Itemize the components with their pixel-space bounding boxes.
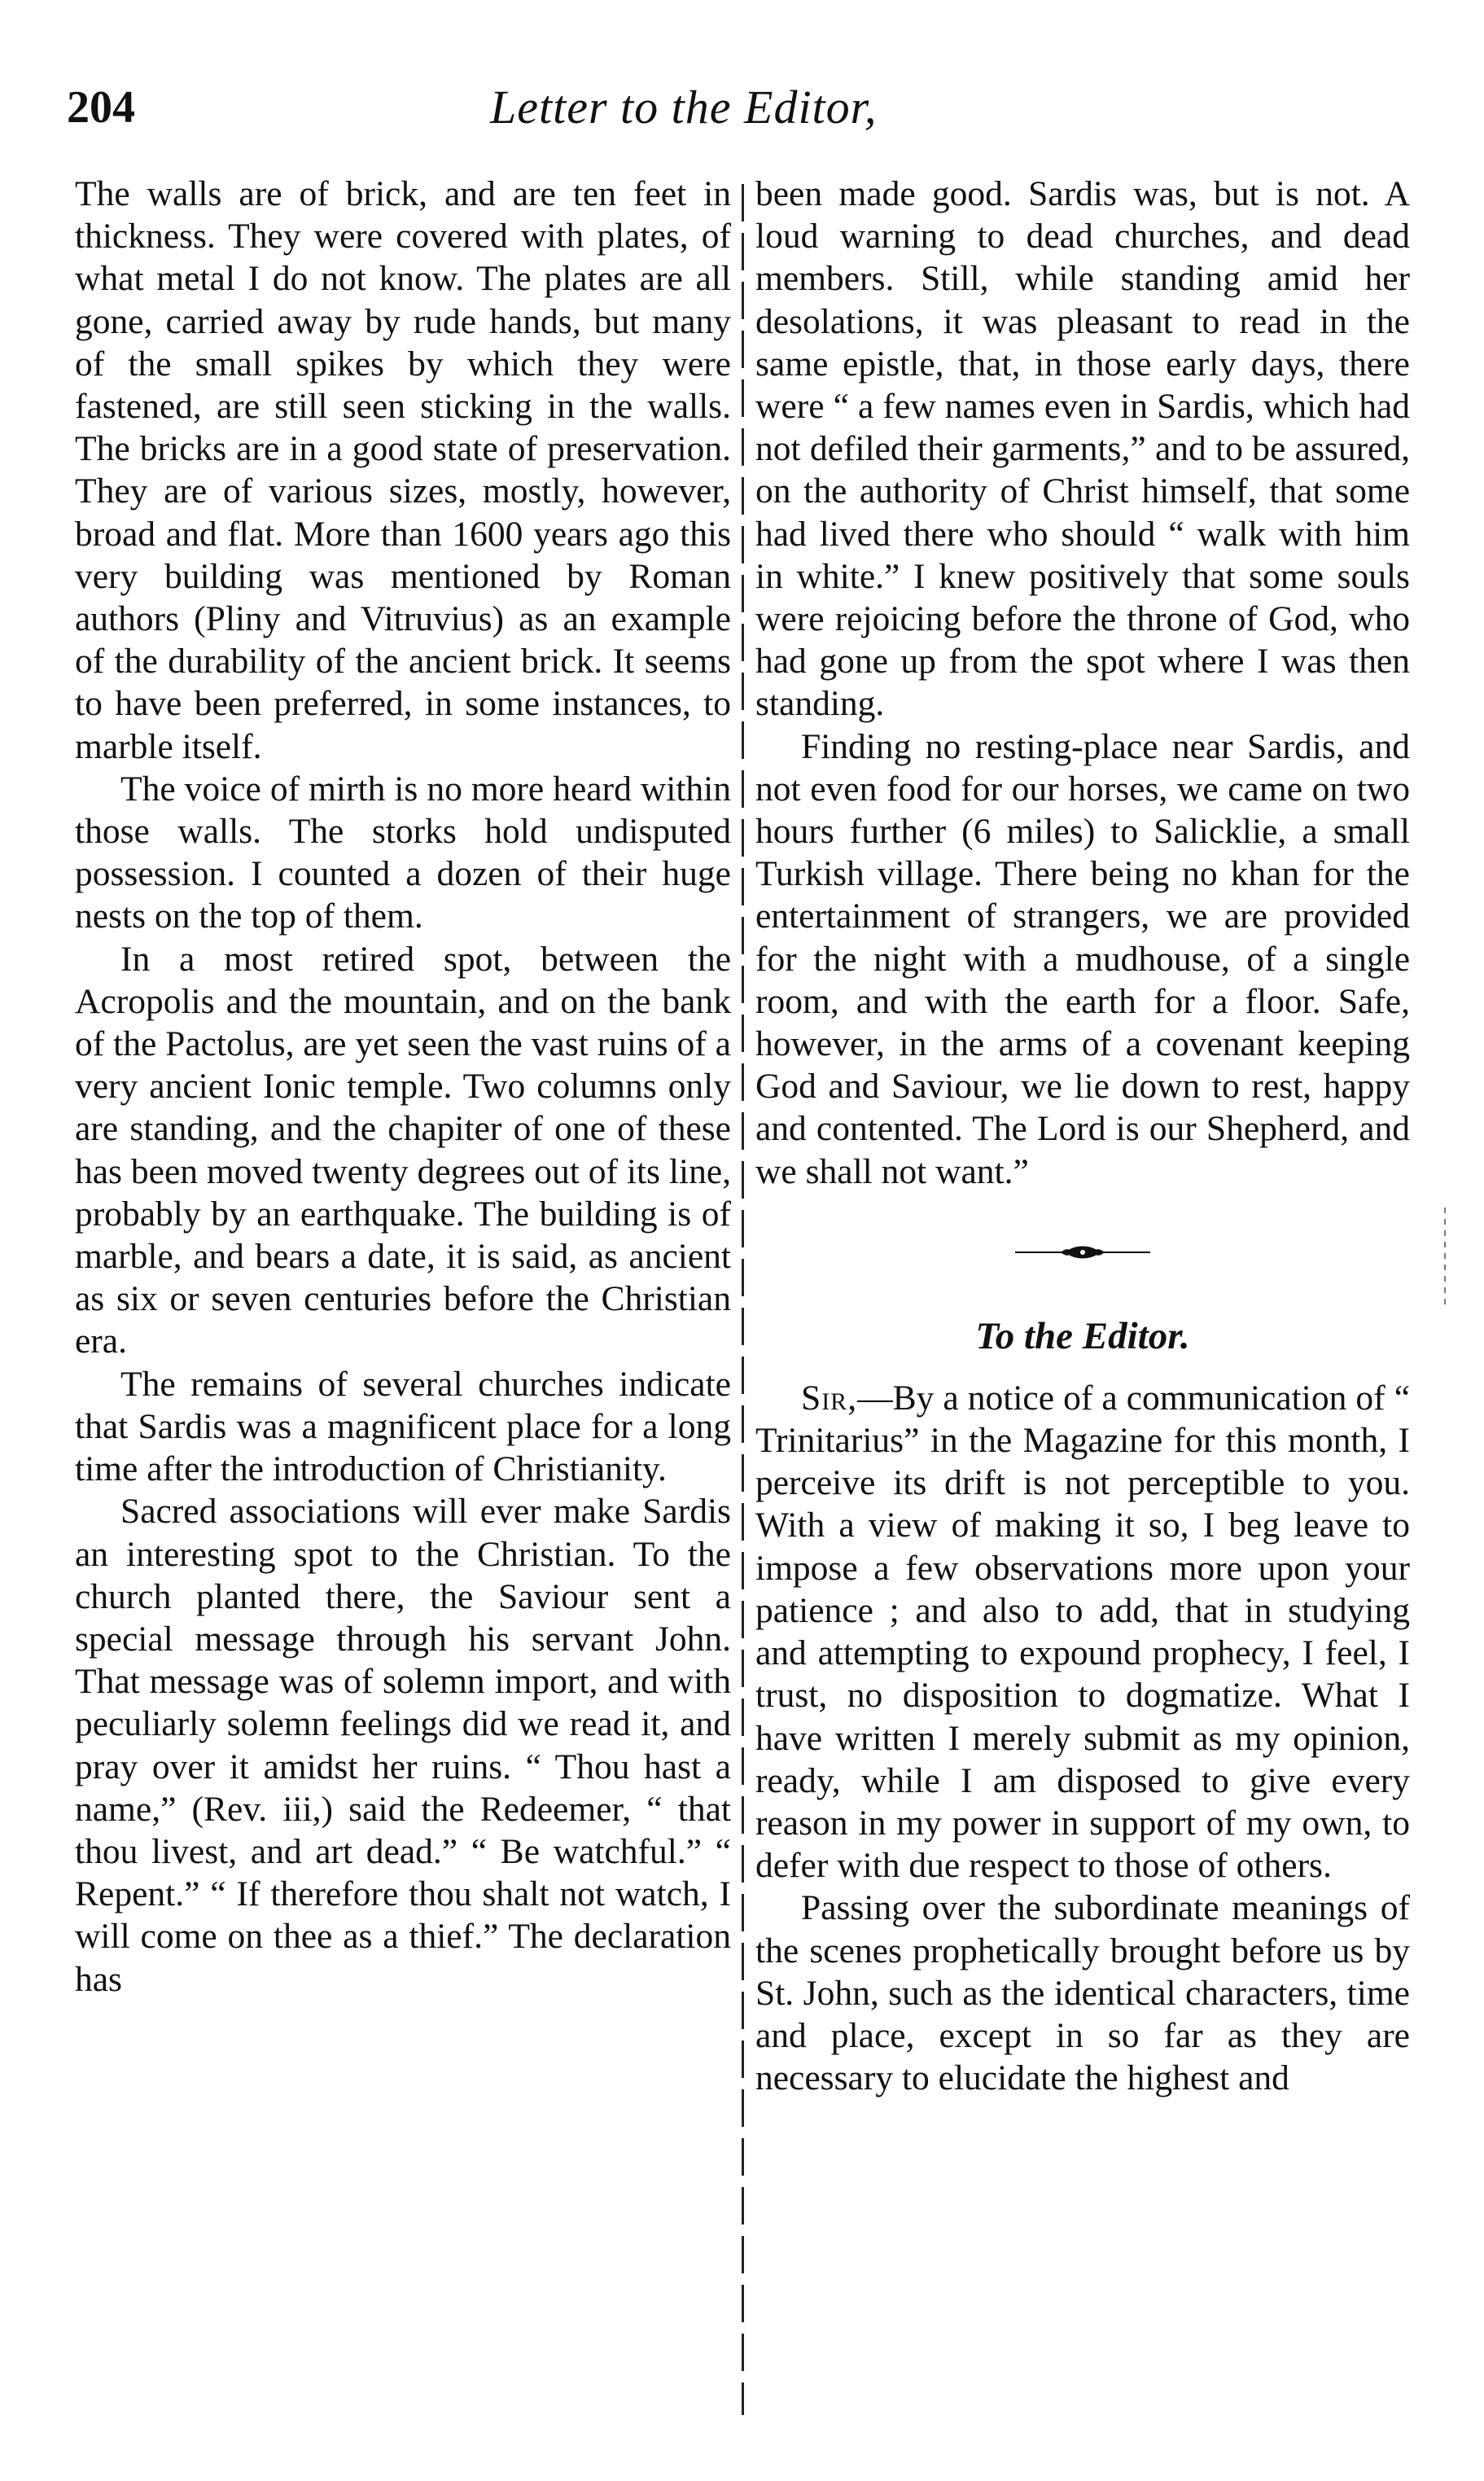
decorative-rule-icon: [755, 1193, 1410, 1312]
scan-edge-mark: [1444, 1208, 1446, 1307]
left-column: [75, 173, 731, 2001]
body-paragraph: In a most retired spot, between the Acropolis and the mountain, and on the bank of the Pactolus, are yet seen the vast ruins of a very ancient Ionic temple. Two columns only are standing, and the chapiter of one of these has been moved twenty degrees out of its line, probably by an earthquake. The building is of marble, and bears a date, it is said, as ancient as six or seven centuries before the Christian era.: [75, 939, 731, 1361]
body-paragraph: The walls are of brick, and are ten feet in thickness. They were covered with plates, of what metal I do not know. The plates are all gone, carried away by rude hands, but many of the small spikes by which they were fastened, are still seen sticking in the walls. The bricks are in a good state of preservation. They are of various sizes, mostly, however, broad and flat. More than 1600 years ago this very building was mentioned by Roman authors (Pliny and Vitruvius) as an example of the durability of the ancient brick. It seems to have been preferred, in some instances, to marble itself.: [75, 174, 731, 766]
body-paragraph: Sacred associations will ever make Sardis an interesting spot to the Christian. To the church planted there, the Saviour sent a special message through his servant John. That message was of solemn import, and with peculiarly solemn feelings did we read it, and pray over it amidst her ruins. “ Thou hast a name,” (Rev. iii,) said the Redeemer, “ that thou livest, and art dead.” “ Be watchful.” “ Repent.” “ If therefore thou shalt not watch, I will come on thee as a thief.” The declaration has: [75, 1492, 731, 1999]
body-paragraph: The voice of mirth is no more heard within those walls. The storks hold undisputed possession. I counted a dozen of their huge nests on the top of them.: [75, 769, 731, 936]
section-heading: To the Editor.: [975, 1314, 1190, 1357]
body-paragraph: Passing over the subordinate meanings of the scenes prophetically brought before us by St. John, such as the identical characters, time and place, except in so far as they are necessary to elucidate the highest and: [755, 1888, 1410, 2098]
letter-opening-text: —By a notice of a communication of “ Trinitarius” in the Magazine for this month, I perceive its drift is not perceptible to you. With a view of making it so, I beg leave to impose a few observations more upon your patience ; and also to add, that in studying and attempting to expound prophecy, I feel, I trust, no disposition to dogmatize. What I have written I merely submit as my opinion, ready, while I am disposed to give every reason in my power in support of my own, to defer with due respect to those of others.: [755, 1378, 1410, 1886]
right-column: [755, 173, 1410, 2099]
column-rule: [742, 184, 744, 2415]
header-title: Letter to the Editor,: [490, 81, 878, 134]
running-head: [67, 75, 1402, 140]
body-paragraph: been made good. Sardis was, but is not. A loud warning to dead churches, and dead members. Still, while standing amid her desolations, it was pleasant to read in the same epistle, that, in those early days, there were “ a few names even in Sardis, which had not defiled their garments,” and to be assured, on the authority of Christ himself, that some had lived there who should “ walk with him in white.” I knew positively that some souls were rejoicing before the throne of God, who had gone up from the spot where I was then standing.: [755, 174, 1410, 724]
salutation: Sir,: [801, 1378, 858, 1418]
letter-paragraph: [755, 1377, 1410, 1887]
body-paragraph: Finding no resting-place near Sardis, and not even food for our horses, we came on two hours further (6 miles) to Salicklie, a small Turkish village. There being no khan for the entertainment of strangers, we are provided for the night with a mudhouse, of a single room, and with the earth for a floor. Safe, however, in the arms of a covenant keeping God and Saviour, we lie down to rest, happy and contented. The Lord is our Shepherd, and we shall not want.”: [755, 726, 1410, 1191]
page-number: 204: [67, 82, 135, 133]
body-paragraph: The remains of several churches indicate that Sardis was a magnificent place for a long time after the introduction of Christianity.: [75, 1364, 731, 1489]
